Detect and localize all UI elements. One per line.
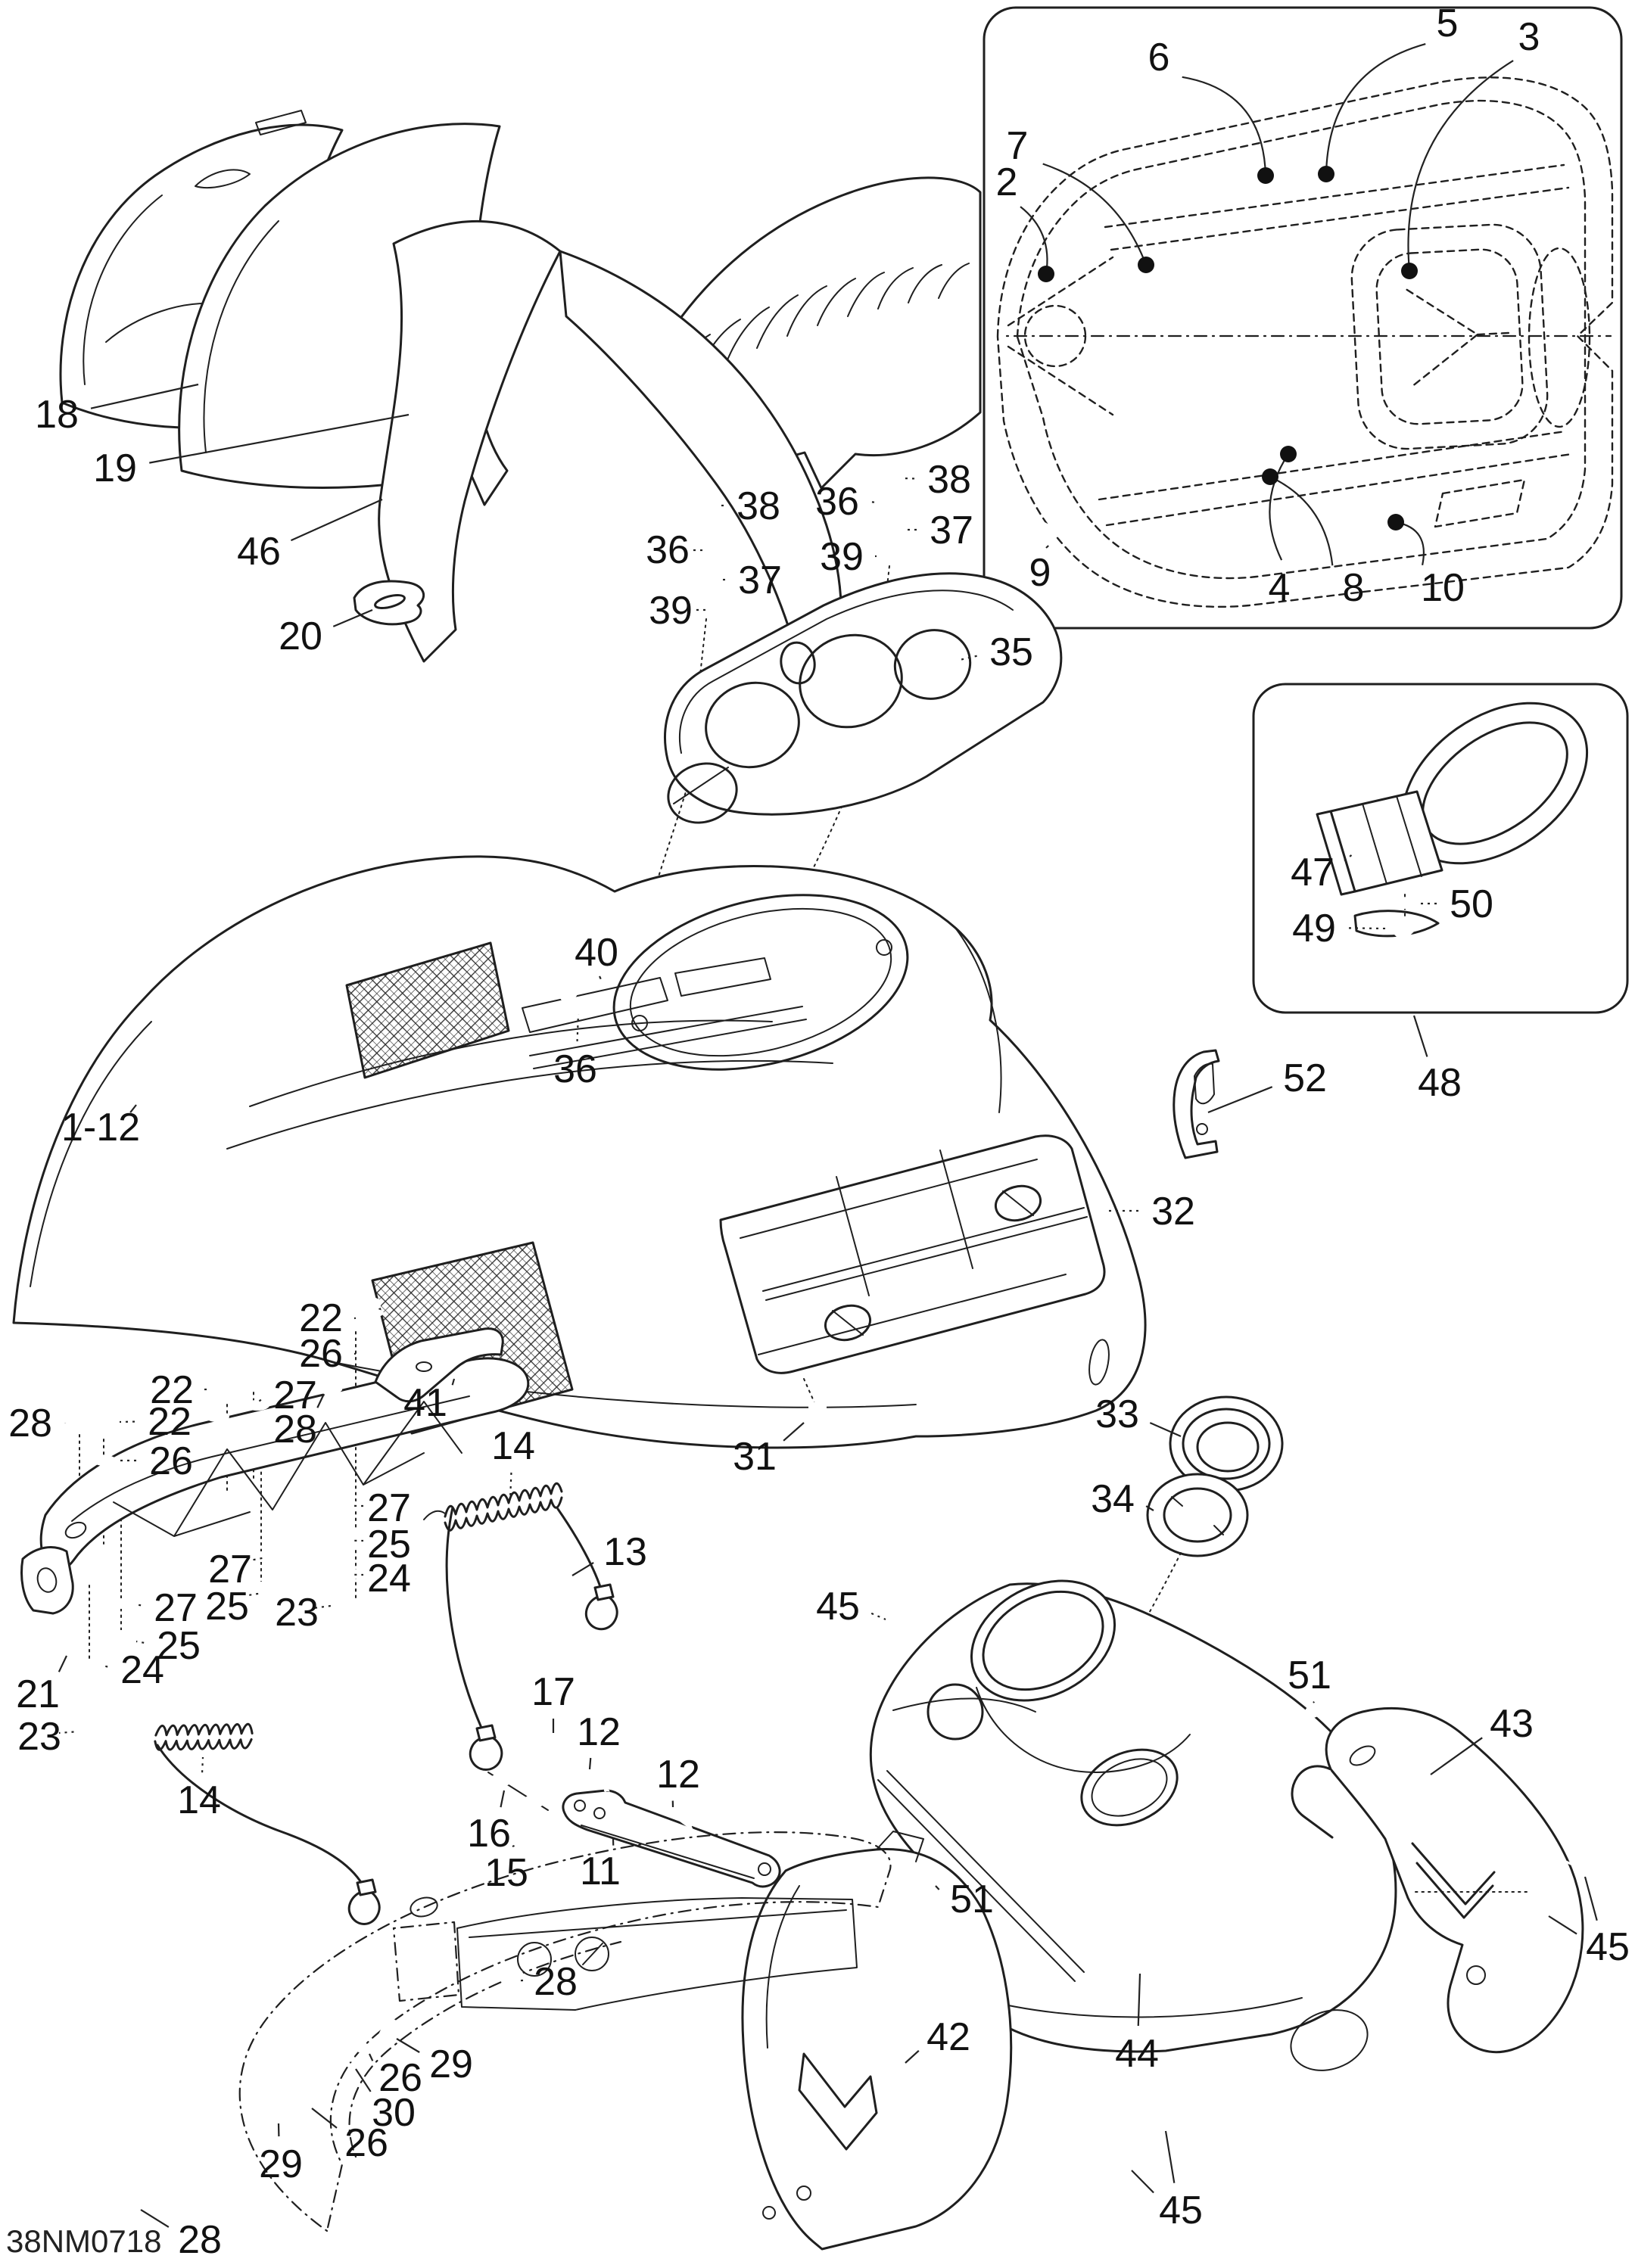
- callout-label-22: 22: [299, 1296, 343, 1340]
- callout-label-12: 12: [656, 1753, 700, 1797]
- callout-40: [575, 931, 618, 979]
- washer-icon: [877, 552, 902, 562]
- spacer-icon: [265, 2096, 288, 2126]
- callout-dot: [1138, 257, 1154, 273]
- callout-label-25: 25: [367, 1523, 411, 1566]
- callout-14: [491, 1424, 535, 1500]
- rivet-icon: [889, 1599, 902, 1644]
- nut-icon: [68, 1414, 91, 1433]
- callout-label-28: 28: [273, 1408, 317, 1451]
- callout-label-23: 23: [275, 1591, 319, 1635]
- callout-label-52: 52: [1283, 1056, 1327, 1100]
- callout-24: [354, 1557, 411, 1601]
- clip-icon: [1032, 522, 1057, 542]
- leader-line: [312, 2108, 337, 2128]
- callout-label-26: 26: [378, 2056, 422, 2100]
- callout-label-16: 16: [467, 1812, 511, 1856]
- callout-label-21: 21: [16, 1672, 60, 1716]
- callout-dot: [1280, 446, 1297, 462]
- callout-label-14: 14: [177, 1778, 221, 1822]
- callout-16: [467, 1790, 511, 1856]
- callout-52: [1208, 1056, 1327, 1112]
- pin-icon: [575, 1766, 612, 1794]
- callout-label-36: 36: [815, 480, 859, 524]
- callout-37: [904, 509, 973, 552]
- callout-label-51: 51: [1288, 1654, 1331, 1697]
- callout-dot: [1038, 266, 1054, 282]
- callout-label-12: 12: [577, 1710, 621, 1754]
- leader-line: [1326, 44, 1425, 174]
- callout-label-45: 45: [1586, 1925, 1630, 1969]
- callout-label-14: 14: [491, 1424, 535, 1468]
- screw-icon: [318, 1591, 336, 1627]
- callout-3: [1401, 15, 1540, 279]
- callout-29: [259, 2123, 303, 2186]
- callout-label-24: 24: [120, 1648, 164, 1692]
- callout-label-13: 13: [603, 1530, 647, 1574]
- callout-label-27: 27: [154, 1586, 198, 1630]
- hood-spring-lower-14: [154, 1713, 254, 1761]
- cap-icon: [880, 464, 899, 484]
- callout-6: [1148, 36, 1274, 184]
- leader-line: [1208, 1087, 1272, 1112]
- callout-label-29: 29: [429, 2042, 473, 2086]
- callout-label-5: 5: [1436, 2, 1459, 45]
- callout-label-25: 25: [205, 1585, 249, 1629]
- callout-label-26: 26: [299, 1332, 343, 1376]
- callout-34: [1091, 1477, 1154, 1521]
- callout-17: [531, 1670, 575, 1733]
- callout-dot: [1387, 514, 1404, 530]
- callout-label-30: 30: [372, 2091, 416, 2135]
- callout-label-39: 39: [649, 589, 693, 633]
- callout-label-22: 22: [150, 1368, 194, 1412]
- callout-48: [1414, 1016, 1462, 1105]
- leader-line: [1585, 1877, 1597, 1921]
- callout-label-2: 2: [995, 160, 1018, 204]
- callout-label-6: 6: [1148, 36, 1170, 79]
- callout-label-22: 22: [148, 1400, 192, 1444]
- leader-line: [1043, 164, 1146, 265]
- washer-icon: [77, 1660, 101, 1670]
- nut-icon: [338, 1529, 361, 1548]
- callout-label-28: 28: [8, 1402, 52, 1445]
- callout-label-36: 36: [646, 528, 690, 572]
- callout-38: [902, 458, 971, 502]
- callout-label-49: 49: [1292, 907, 1336, 950]
- callout-28: [521, 1960, 578, 2004]
- inset-hood-top-view: [984, 8, 1621, 628]
- callout-label-25: 25: [157, 1624, 201, 1668]
- callout-label-33: 33: [1095, 1392, 1139, 1436]
- callout-9: [1029, 546, 1051, 595]
- cap-icon: [696, 492, 716, 512]
- leader-line: [871, 1613, 886, 1619]
- callout-12: [656, 1753, 700, 1807]
- leader-line: [291, 499, 382, 540]
- callout-7: [1007, 124, 1154, 273]
- callout-label-50: 50: [1450, 882, 1493, 926]
- screw-icon: [880, 489, 898, 525]
- rivet-icon: [1136, 2106, 1183, 2137]
- callout-label-35: 35: [989, 630, 1033, 674]
- washer-icon: [1392, 898, 1416, 909]
- washer-icon: [245, 1400, 269, 1411]
- leader-line: [572, 1563, 593, 1576]
- callout-label-24: 24: [367, 1557, 411, 1601]
- callout-14: [177, 1757, 221, 1822]
- nut-icon: [1391, 918, 1414, 937]
- nut-icon: [117, 2193, 144, 2217]
- bolt-icon: [316, 2033, 363, 2089]
- callout-37: [721, 558, 782, 602]
- callout-21: [16, 1656, 67, 1716]
- callout-label-11: 11: [580, 1850, 621, 1893]
- callout-41: [403, 1379, 454, 1425]
- leader-line: [1313, 1702, 1314, 1703]
- callout-label-32: 32: [1151, 1190, 1195, 1234]
- callout-label-45: 45: [1159, 2189, 1203, 2232]
- callout-label-31: 31: [733, 1435, 777, 1479]
- leader-line: [1408, 61, 1513, 271]
- callout-label-34: 34: [1091, 1477, 1135, 1521]
- callout-2: [996, 160, 1054, 282]
- rivet-icon: [1102, 2147, 1149, 2178]
- bolt-icon: [231, 1355, 257, 1405]
- callout-label-44: 44: [1115, 2032, 1159, 2076]
- callout-36: [646, 528, 702, 572]
- callout-39: [820, 535, 877, 579]
- callout-label-27: 27: [273, 1374, 317, 1417]
- nut-icon: [111, 1630, 134, 1649]
- callout-28: [8, 1402, 65, 1445]
- washer-icon: [109, 1598, 133, 1609]
- callout-12: [577, 1710, 621, 1769]
- leader-line: [1182, 77, 1266, 176]
- washer-icon: [249, 1551, 273, 1562]
- callout-label-17: 17: [531, 1670, 575, 1714]
- callout-label-42: 42: [926, 2015, 970, 2059]
- callout-label-4: 4: [1268, 566, 1291, 610]
- callout-10: [1387, 514, 1465, 610]
- callout-label-1-12: 1-12: [61, 1106, 141, 1150]
- washer-icon: [92, 1455, 117, 1466]
- callout-label-47: 47: [1291, 851, 1334, 894]
- callout-label-26: 26: [149, 1439, 193, 1483]
- callout-45: [816, 1585, 886, 1629]
- callout-label-41: 41: [403, 1381, 447, 1425]
- callout-label-20: 20: [279, 614, 322, 658]
- callout-label-19: 19: [93, 446, 137, 490]
- grommet-20: [354, 581, 424, 624]
- callout-dot: [1318, 166, 1334, 182]
- callout-label-43: 43: [1490, 1702, 1534, 1746]
- nut-icon: [500, 1967, 527, 1991]
- callout-24: [103, 1648, 164, 1692]
- callout-45: [1132, 2131, 1203, 2232]
- callout-label-51: 51: [950, 1878, 994, 1921]
- leader-line: [135, 1604, 141, 1605]
- nut-icon: [250, 1582, 272, 1601]
- windshield-trim-46: [379, 221, 842, 683]
- leader-line: [500, 1790, 504, 1807]
- callout-label-39: 39: [820, 535, 864, 579]
- callout-label-37: 37: [930, 509, 973, 552]
- hood-spring-upper-14: [424, 1483, 562, 1530]
- callout-label-28: 28: [534, 1960, 578, 2004]
- latch-cable-lower: [157, 1745, 379, 1924]
- leader-line: [1270, 477, 1332, 565]
- leader-line: [600, 976, 601, 979]
- callout-label-26: 26: [344, 2121, 388, 2165]
- callout-label-38: 38: [927, 458, 971, 502]
- washer-icon: [338, 1501, 362, 1511]
- callout-label-3: 3: [1518, 15, 1540, 59]
- callout-1-12: [61, 1105, 140, 1150]
- callout-20: [279, 610, 372, 658]
- washer-icon: [359, 1349, 383, 1359]
- leader-line: [1414, 1016, 1427, 1056]
- leader-line: [59, 1656, 67, 1672]
- callout-label-40: 40: [575, 931, 618, 975]
- callout-22: [150, 1368, 207, 1412]
- callout-label-45: 45: [816, 1585, 860, 1629]
- callout-36: [815, 480, 877, 524]
- callout-15: [484, 1846, 528, 1895]
- callout-label-27: 27: [367, 1486, 411, 1530]
- callout-label-36: 36: [553, 1047, 597, 1091]
- callout-label-29: 29: [259, 2142, 303, 2186]
- callout-13: [572, 1530, 647, 1576]
- callout-39: [649, 589, 705, 633]
- callout-label-8: 8: [1342, 566, 1365, 610]
- callout-label-46: 46: [237, 530, 281, 574]
- callout-label-10: 10: [1421, 566, 1465, 610]
- callout-label-27: 27: [208, 1548, 252, 1591]
- callout-label-7: 7: [1006, 124, 1029, 168]
- bolt-icon: [91, 1402, 117, 1451]
- leader-line: [369, 2054, 372, 2061]
- grommet-icon: [879, 522, 900, 540]
- grommet-icon: [696, 572, 717, 590]
- screw-icon: [697, 537, 715, 574]
- callout-dot: [1401, 263, 1418, 279]
- callout-dot: [1262, 468, 1278, 485]
- watermark-code: 38NM0718: [6, 2223, 162, 2259]
- inset-handle-detail: [1254, 670, 1627, 1013]
- leader-line: [1166, 2131, 1174, 2183]
- callout-label-18: 18: [35, 393, 79, 437]
- callout-dot: [1257, 167, 1274, 184]
- callout-label-37: 37: [738, 558, 782, 602]
- leader-line: [1046, 546, 1048, 548]
- leader-line: [136, 1641, 144, 1643]
- callout-51: [1288, 1654, 1331, 1703]
- callout-5: [1318, 2, 1458, 182]
- callout-label-38: 38: [737, 484, 780, 528]
- leader-line: [202, 1757, 203, 1772]
- callout-label-23: 23: [17, 1715, 61, 1759]
- bracket-52: [1174, 1050, 1219, 1158]
- latch-cable-13: [447, 1507, 617, 1810]
- callout-label-28: 28: [178, 2218, 222, 2262]
- callout-label-48: 48: [1418, 1061, 1462, 1105]
- leader-line: [103, 1666, 107, 1667]
- callout-11: [580, 1839, 621, 1893]
- nut-icon: [319, 1377, 342, 1395]
- bolt-icon: [205, 1367, 231, 1417]
- washer-icon: [205, 1411, 229, 1422]
- callout-33: [1095, 1392, 1181, 1436]
- callout-label-9: 9: [1029, 551, 1051, 595]
- callout-label-15: 15: [484, 1851, 528, 1895]
- leader-line: [397, 2039, 419, 2052]
- washer-icon: [338, 1569, 362, 1579]
- callout-46: [237, 499, 382, 574]
